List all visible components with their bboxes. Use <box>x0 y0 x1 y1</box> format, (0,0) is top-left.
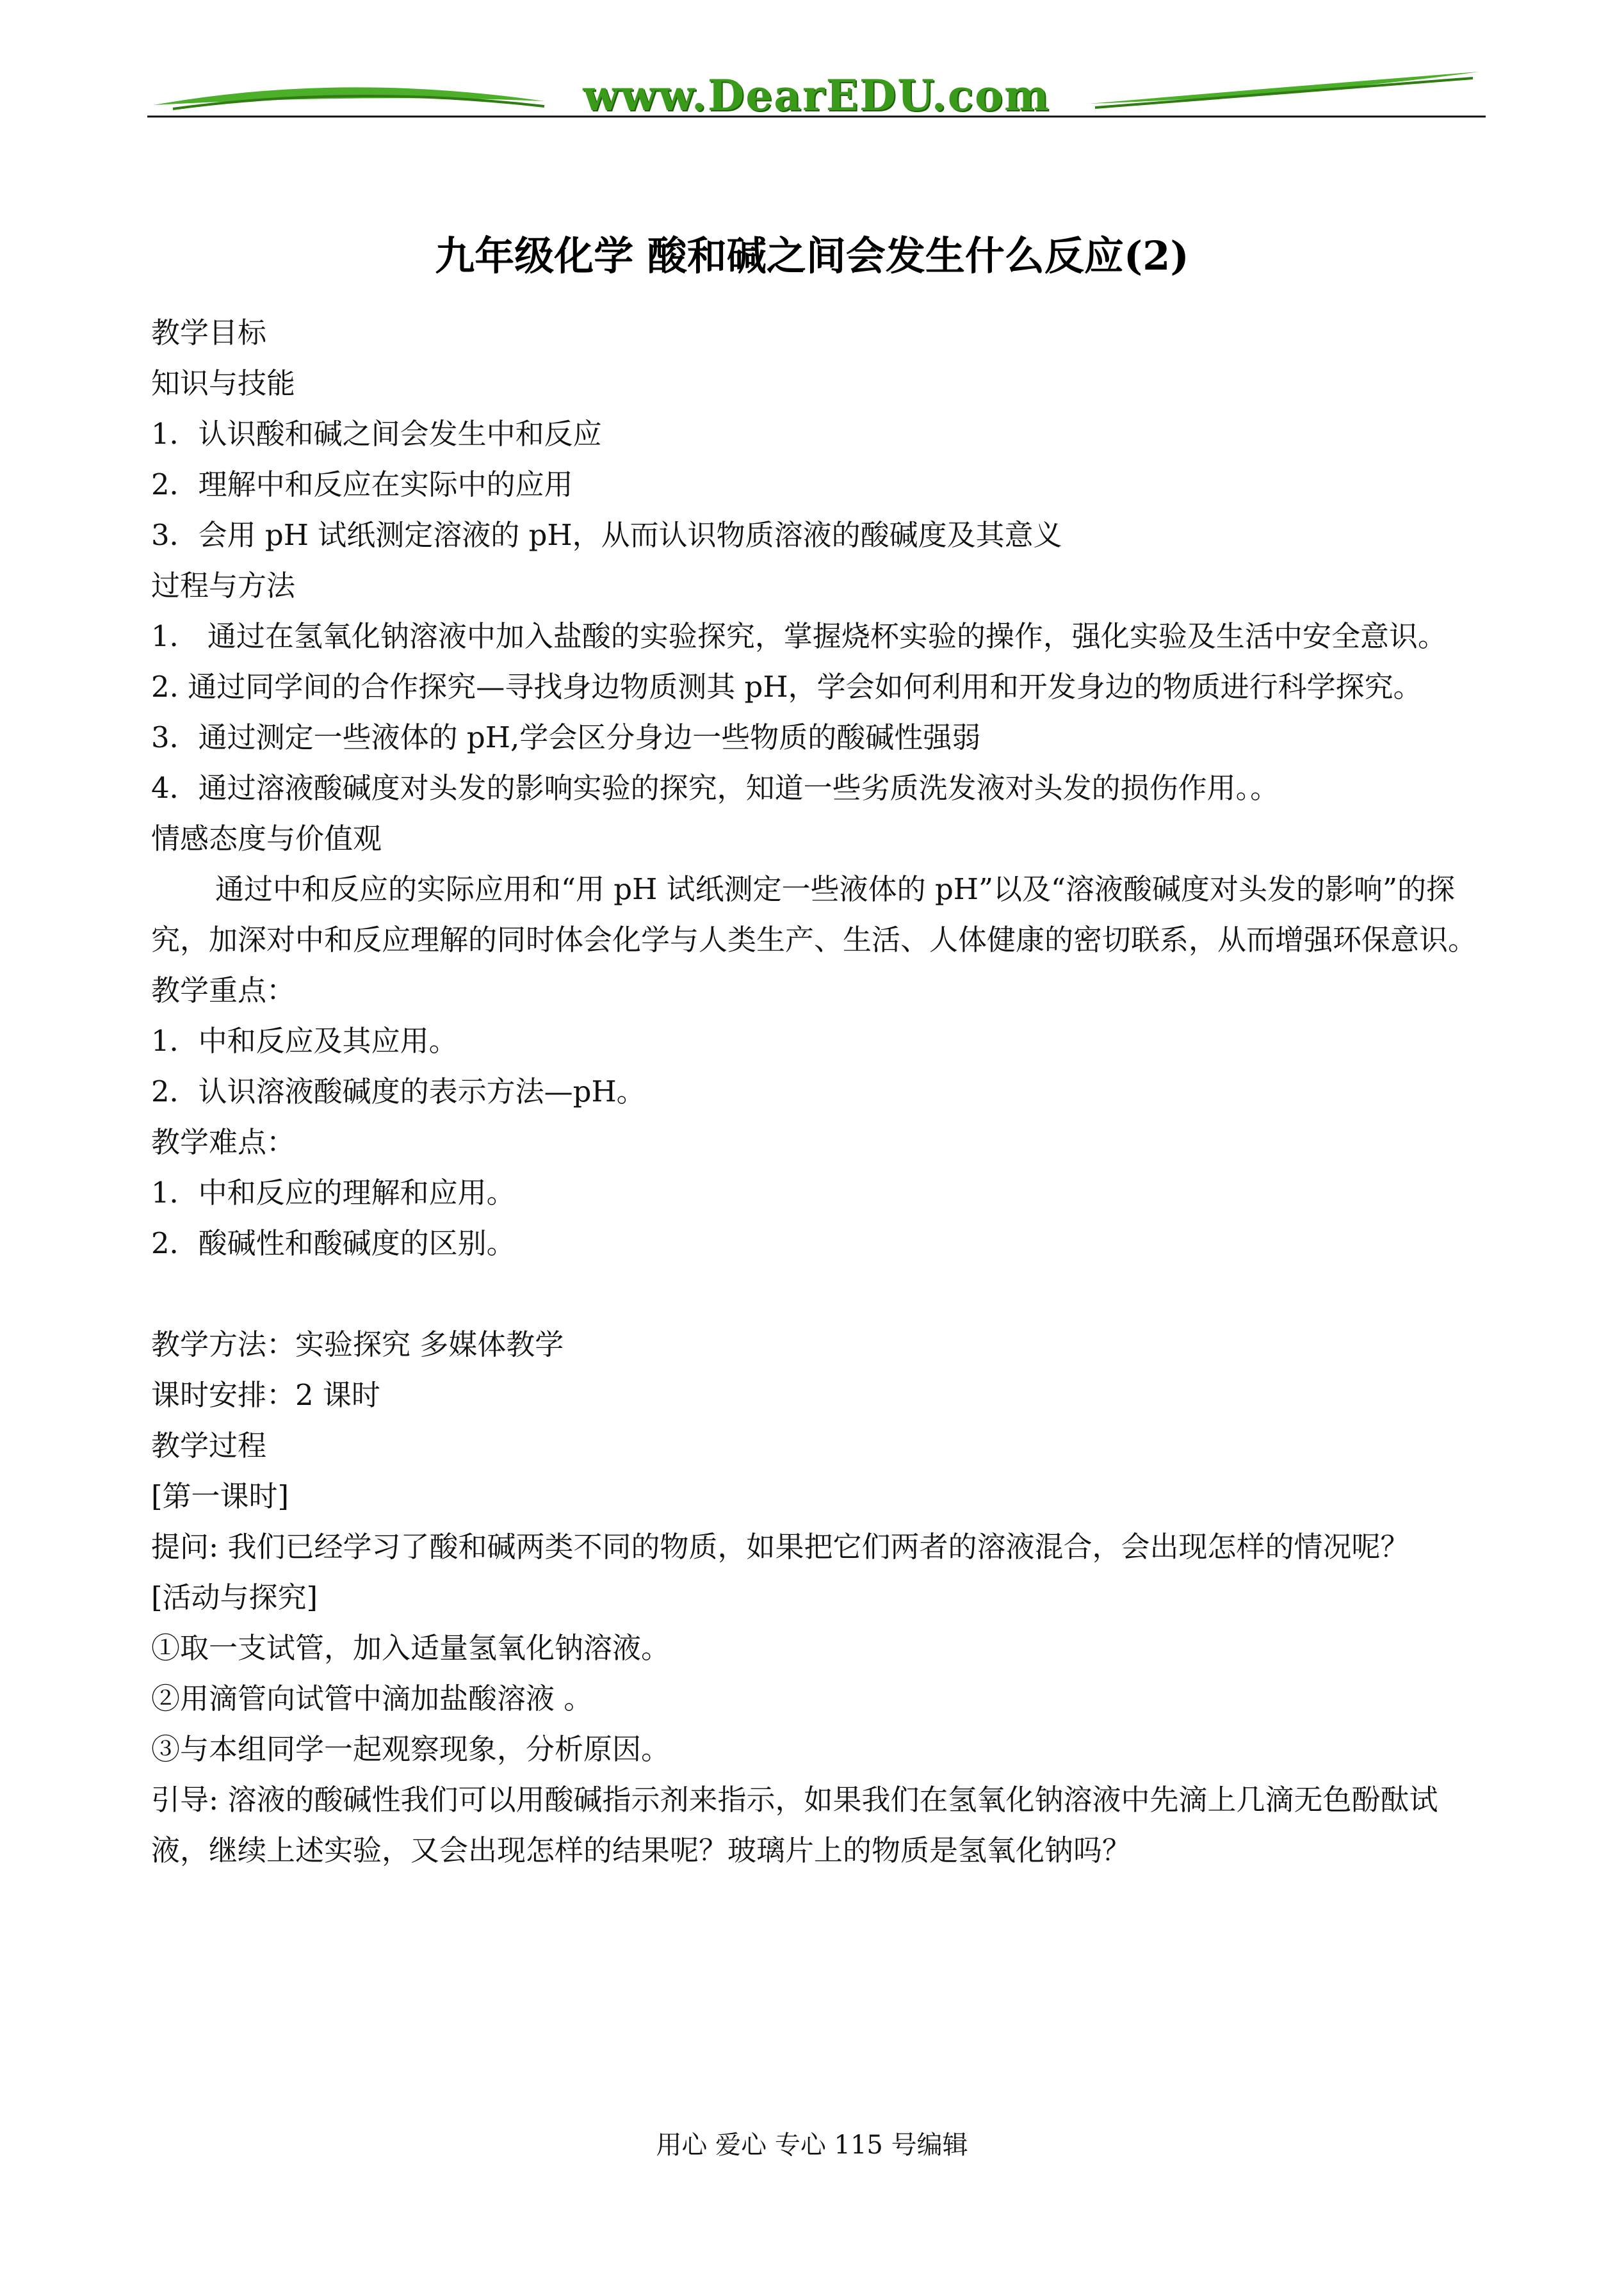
schedule-line: 课时安排：2 课时 <box>151 1378 380 1412</box>
list-item: 2．认识溶液酸碱度的表示方法—pH。 <box>151 1075 646 1108</box>
section-heading: 教学过程 <box>151 1429 267 1463</box>
page-header <box>147 59 1486 129</box>
step-item: ①取一支试管，加入适量氢氧化钠溶液。 <box>151 1631 670 1665</box>
activity-marker: [活动与探究] <box>151 1580 318 1614</box>
page-footer: 用心 爱心 专心 115 号编辑 <box>656 2130 968 2160</box>
subsection-heading: 知识与技能 <box>151 366 296 400</box>
question-paragraph: 提问: 我们已经学习了酸和碱两类不同的物质，如果把它们两者的溶液混合，会出现怎样的情况呢？ <box>151 1530 1409 1564</box>
site-logo[interactable]: www.DearEDU.com <box>583 70 1050 120</box>
step-item: ②用滴管向试管中滴加盐酸溶液 。 <box>151 1682 593 1715</box>
list-item: 1．认识酸和碱之间会发生中和反应 <box>151 417 602 451</box>
list-item: 2．酸碱性和酸碱度的区别。 <box>151 1226 516 1260</box>
list-item: 1． 通过在氢氧化钠溶液中加入盐酸的实验探究，掌握烧杯实验的操作，强化实验及生活中安全意识。 <box>151 619 1447 653</box>
guide-paragraph: 引导: 溶液的酸碱性我们可以用酸碱指示剂来指示，如果我们在氢氧化钠溶液中先滴上几滴无色酚酞试液，继续上述实验，又会出现怎样的结果呢？玻璃片上的物质是氢氧化钠吗？ <box>151 1783 1438 1867</box>
list-item: 3．通过测定一些液体的 pH,学会区分身边一些物质的酸碱性强弱 <box>151 720 981 754</box>
list-item: 2. 通过同学间的合作探究—寻找身边物质测其 pH，学会如何利用和开发身边的物质进行科学探究。 <box>151 670 1422 704</box>
list-item: 1．中和反应及其应用。 <box>151 1024 458 1058</box>
section-heading: 教学重点： <box>151 973 296 1007</box>
list-item: 2．理解中和反应在实际中的应用 <box>151 467 573 501</box>
section-heading: 教学难点： <box>151 1125 296 1159</box>
list-item: 4．通过溶液酸碱度对头发的影响实验的探究，知道一些劣质洗发液对头发的损伤作用。。 <box>151 771 1279 805</box>
subsection-heading: 过程与方法 <box>151 569 296 603</box>
blank-line <box>151 1269 1487 1319</box>
document-title: 九年级化学 酸和碱之间会发生什么反应(2) <box>435 232 1189 279</box>
step-item: ③与本组同学一起观察现象，分析原因。 <box>151 1732 670 1766</box>
lesson-marker: [第一课时] <box>151 1479 289 1513</box>
document-body <box>151 307 1487 1876</box>
section-heading: 教学目标 <box>151 316 267 350</box>
paragraph: 通过中和反应的实际应用和“用 pH 试纸测定一些液体的 pH”以及“溶液酸碱度对头发的影响”的探究，加深对中和反应理解的同时体会化学与人类生产、生活、人体健康的密切联系，从而增强环保意识。 <box>151 872 1477 957</box>
list-item: 1．中和反应的理解和应用。 <box>151 1176 516 1210</box>
method-line: 教学方法：实验探究 多媒体教学 <box>151 1327 564 1361</box>
list-item: 3．会用 pH 试纸测定溶液的 pH，从而认识物质溶液的酸碱度及其意义 <box>151 518 1062 552</box>
subsection-heading: 情感态度与价值观 <box>151 822 382 856</box>
